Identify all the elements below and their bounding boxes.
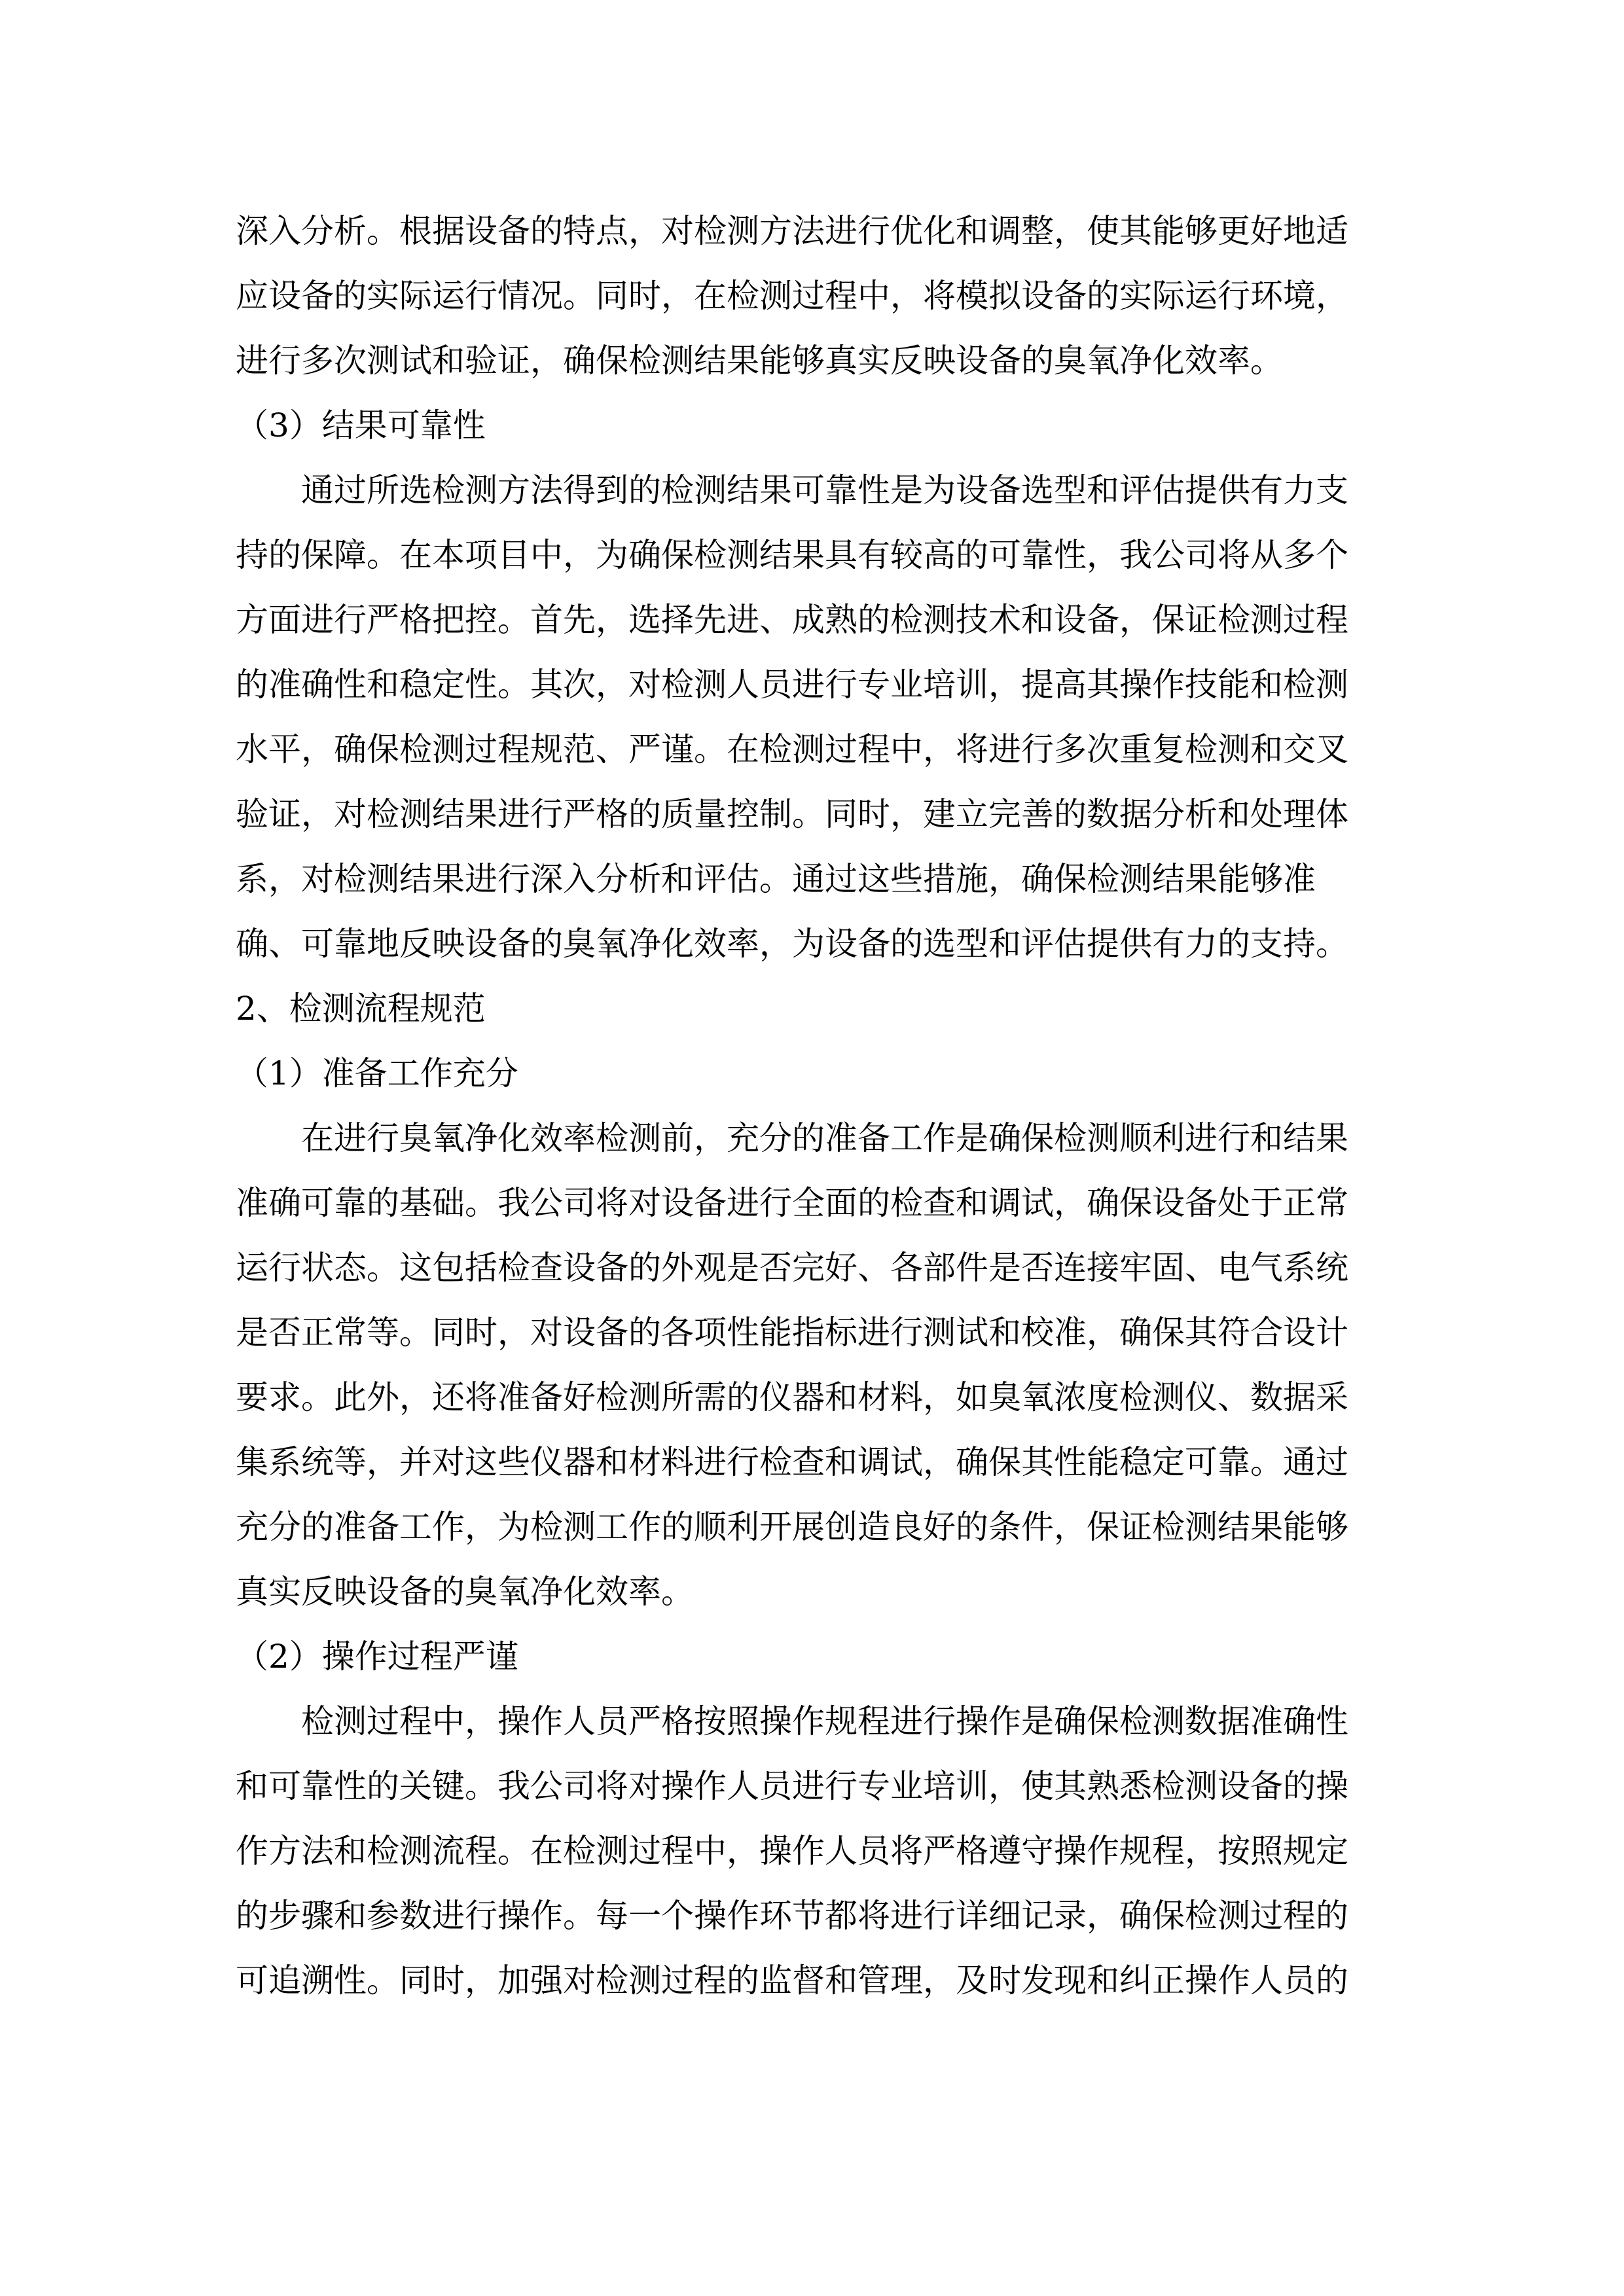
section-heading: （1）准备工作充分 (236, 1054, 518, 1092)
section-heading: （3）结果可靠性 (236, 406, 486, 444)
paragraph-first-line: 通过所选检测方法得到的检测结果可靠性是为设备选型和评估提供有力支 (301, 471, 1348, 509)
text-line: 作方法和检测流程。在检测过程中，操作人员将严格遵守操作规程，按照规定 (236, 1832, 1348, 1870)
text-line: 集系统等，并对这些仪器和材料进行检查和调试，确保其性能稳定可靠。通过 (236, 1443, 1348, 1481)
text-line: 持的保障。在本项目中，为确保检测结果具有较高的可靠性，我公司将从多个 (236, 536, 1348, 574)
section-heading: （2）操作过程严谨 (236, 1638, 518, 1676)
paragraph-first-line: 检测过程中，操作人员严格按照操作规程进行操作是确保检测数据准确性 (301, 1702, 1348, 1740)
text-line: 真实反映设备的臭氧净化效率。 (236, 1573, 694, 1611)
document-text-block (236, 199, 1388, 2013)
text-line: 深入分析。根据设备的特点，对检测方法进行优化和调整，使其能够更好地适 (236, 212, 1348, 250)
paragraph-first-line: 在进行臭氧净化效率检测前，充分的准备工作是确保检测顺利进行和结果 (301, 1119, 1348, 1157)
text-line: 的步骤和参数进行操作。每一个操作环节都将进行详细记录，确保检测过程的 (236, 1897, 1348, 1935)
text-line: 要求。此外，还将准备好检测所需的仪器和材料，如臭氧浓度检测仪、数据采 (236, 1378, 1348, 1416)
text-line: 水平，确保检测过程规范、严谨。在检测过程中，将进行多次重复检测和交叉 (236, 730, 1348, 768)
text-line: 验证，对检测结果进行严格的质量控制。同时，建立完善的数据分析和处理体 (236, 795, 1348, 833)
section-heading: 2、检测流程规范 (236, 990, 486, 1028)
text-line: 方面进行严格把控。首先，选择先进、成熟的检测技术和设备，保证检测过程 (236, 601, 1348, 639)
text-line: 系，对检测结果进行深入分析和评估。通过这些措施，确保检测结果能够准 (236, 860, 1316, 898)
text-line: 可追溯性。同时，加强对检测过程的监督和管理，及时发现和纠正操作人员的 (236, 1962, 1348, 2000)
text-line: 和可靠性的关键。我公司将对操作人员进行专业培训，使其熟悉检测设备的操 (236, 1767, 1348, 1805)
text-line: 是否正常等。同时，对设备的各项性能指标进行测试和校准，确保其符合设计 (236, 1314, 1348, 1352)
text-line: 准确可靠的基础。我公司将对设备进行全面的检查和调试，确保设备处于正常 (236, 1184, 1348, 1222)
text-line: 运行状态。这包括检查设备的外观是否完好、各部件是否连接牢固、电气系统 (236, 1249, 1348, 1287)
text-line: 的准确性和稳定性。其次，对检测人员进行专业培训，提高其操作技能和检测 (236, 666, 1348, 704)
text-line: 充分的准备工作，为检测工作的顺利开展创造良好的条件，保证检测结果能够 (236, 1508, 1348, 1546)
text-line: 应设备的实际运行情况。同时，在检测过程中，将模拟设备的实际运行环境， (236, 277, 1348, 315)
text-line: 进行多次测试和验证，确保检测结果能够真实反映设备的臭氧净化效率。 (236, 342, 1283, 380)
text-line: 确、可靠地反映设备的臭氧净化效率，为设备的选型和评估提供有力的支持。 (236, 925, 1348, 963)
